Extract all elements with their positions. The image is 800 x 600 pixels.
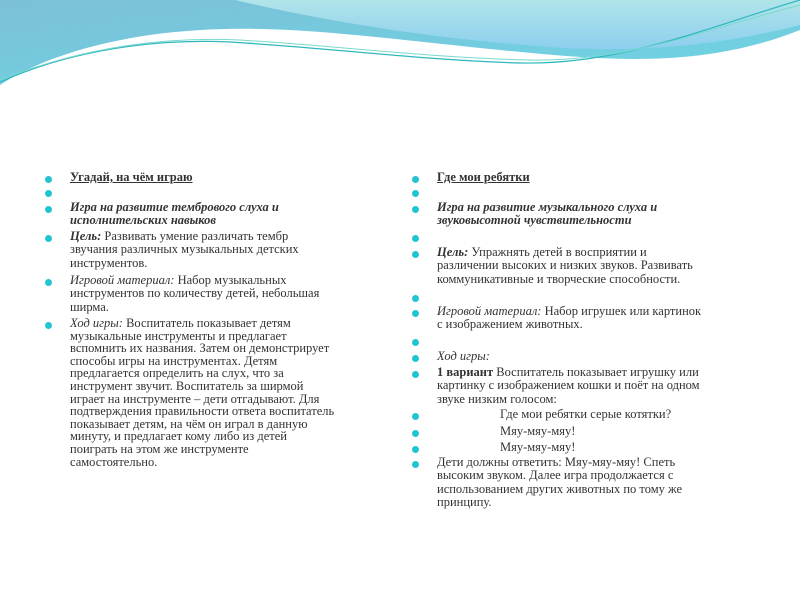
bullet-icon bbox=[412, 176, 419, 183]
process-label: Ход игры: bbox=[70, 316, 123, 330]
song-line-3: Мяу-мяу-мяу! bbox=[500, 440, 576, 454]
variant-label: 1 вариант bbox=[437, 365, 494, 379]
bullet-icon bbox=[45, 322, 52, 329]
right-game-heading: Игра на развитие музыкального слуха и звуковысотной чувствительности bbox=[437, 200, 658, 228]
goal-text: Упражнять детей в восприятии и различении высоких и низких звуков. Развивать коммуникативные и творческие способности. bbox=[437, 245, 693, 286]
left-game-heading: Игра на развитие тембрового слуха и исполнительских навыков bbox=[70, 200, 279, 228]
bullet-icon bbox=[45, 279, 52, 286]
bullet-icon bbox=[412, 371, 419, 378]
bullet-icon bbox=[412, 430, 419, 437]
right-process-label: Ход игры: bbox=[437, 349, 490, 363]
goal-label: Цель: bbox=[70, 229, 102, 243]
right-answer: Дети должны ответить: Мяу-мяу-мяу! Спеть высоким звуком. Далее игра продолжается с использованием других животных по тому же принципу. bbox=[437, 455, 683, 510]
song-line-2: Мяу-мяу-мяу! bbox=[500, 424, 576, 438]
bullet-icon bbox=[412, 206, 419, 213]
bullet-icon bbox=[45, 206, 52, 213]
right-material bbox=[437, 305, 701, 332]
bullet-icon bbox=[412, 355, 419, 362]
left-goal bbox=[70, 230, 299, 270]
bullet-icon bbox=[412, 251, 419, 258]
left-game-title: Угадай, на чём играю bbox=[70, 170, 193, 184]
process-text: Воспитатель показывает детям музыкальные инструменты и предлагает вспомнить их названия. Затем он демонстрирует способы игры на инструментах. Детям предлагается определить на слух, что за инструмент звучит. Воспитатель за ширмой играет на инструменте – дети отгадывают. Для подтверждения правильности ответа воспитатель показывает детям, на чём он играл в данную минуту, и предлагает кому либо из детей поиграть на этом же инструменте самостоятельно. bbox=[70, 316, 335, 469]
right-game-title: Где мои ребятки bbox=[437, 170, 530, 184]
bullet-icon bbox=[412, 413, 419, 420]
bullet-icon bbox=[45, 176, 52, 183]
material-text: Набор игрушек или картинок с изображением животных. bbox=[437, 304, 702, 332]
header-wave-decoration bbox=[0, 0, 800, 100]
song-line-1: Где мои ребятки серые котятки? bbox=[500, 407, 672, 421]
bullet-icon bbox=[412, 235, 419, 242]
bullet-icon bbox=[412, 310, 419, 317]
bullet-icon bbox=[412, 461, 419, 468]
bullet-icon bbox=[412, 190, 419, 197]
bullet-icon bbox=[412, 339, 419, 346]
variant-text: Воспитатель показывает игрушку или картинку с изображением кошки и поёт на одном звуке низким голосом: bbox=[437, 365, 700, 406]
right-goal bbox=[437, 246, 693, 286]
left-material bbox=[70, 274, 319, 314]
bullet-icon bbox=[45, 235, 52, 242]
bullet-icon bbox=[412, 295, 419, 302]
bullet-icon bbox=[412, 446, 419, 453]
material-label: Игровой материал: bbox=[437, 304, 542, 318]
goal-text: Развивать умение различать тембр звучания различных музыкальных детских инструментов. bbox=[70, 229, 299, 270]
bullet-icon bbox=[45, 190, 52, 197]
material-text: Набор музыкальных инструментов по количеству детей, небольшая ширма. bbox=[70, 273, 320, 314]
right-variant bbox=[437, 366, 700, 406]
material-label: Игровой материал: bbox=[70, 273, 175, 287]
goal-label: Цель: bbox=[437, 245, 469, 259]
left-process bbox=[70, 317, 334, 468]
